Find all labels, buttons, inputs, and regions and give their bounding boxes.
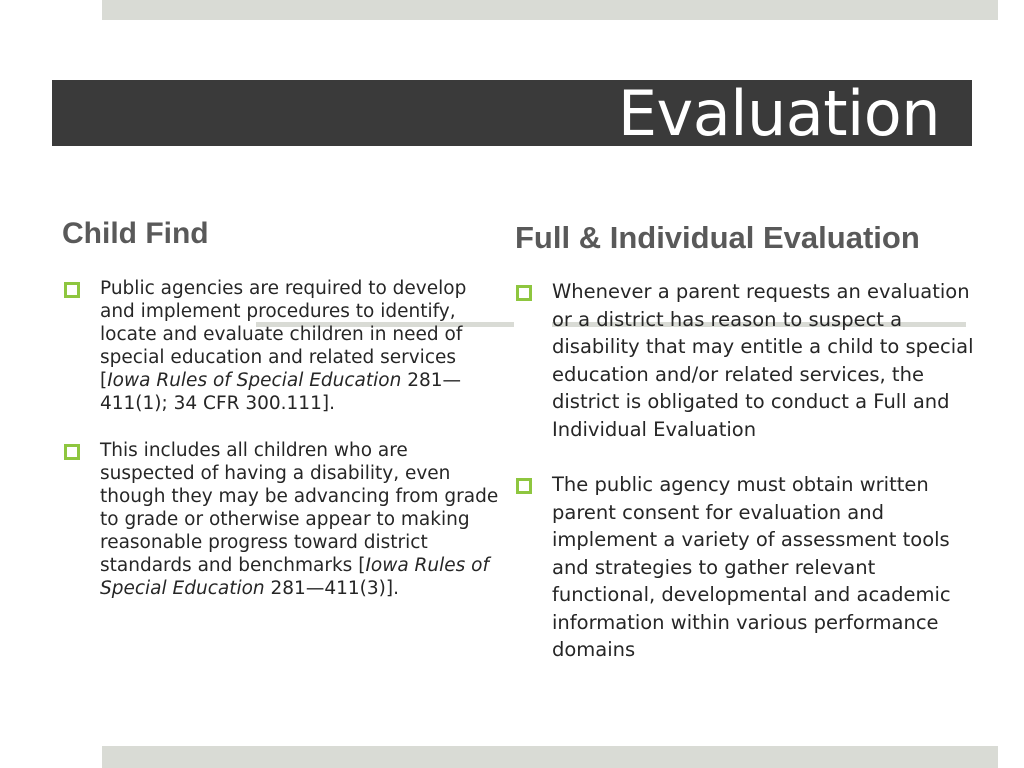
bottom-decor-band [102, 746, 998, 768]
bullet-text: Public agencies are required to develop and implement procedures to identify, locate and evaluate children in need of special education and related services [Iowa Rules of Special Education 281—411(1); 34 CFR 300.111]. [100, 278, 467, 414]
list-item [514, 471, 984, 664]
full-individual-evaluation-heading: Full & Individual Evaluation [515, 220, 920, 255]
bullet-text: This includes all children who are suspected of having a disability, even though they may be advancing from grade to grade or otherwise appear to making reasonable progress toward district standards and benchmarks [Iowa Rules of Special Education 281—411(3)]. [100, 440, 499, 599]
citation-italic: Iowa Rules of Special Education [100, 555, 490, 599]
top-decor-band [102, 0, 998, 20]
child-find-heading: Child Find [62, 217, 209, 250]
square-bullet-icon [516, 478, 532, 494]
bullet-text: Whenever a parent requests an evaluation or a district has reason to suspect a disability that may entitle a child to special education and/or related services, the district is obligated to conduct a Full and Individual Evaluation [552, 280, 974, 441]
child-find-bullet-list [62, 277, 500, 600]
bullet-text: The public agency must obtain written parent consent for evaluation and implement a variety of assessment tools and strategies to gather relevant functional, developmental and academic information within various performance domains [552, 473, 951, 661]
list-item [62, 439, 500, 600]
slide-title: Evaluation [617, 77, 940, 150]
evaluation-bullet-list [514, 278, 984, 664]
square-bullet-icon [64, 444, 80, 460]
square-bullet-icon [64, 282, 80, 298]
list-item [62, 277, 500, 415]
citation-italic: Iowa Rules of Special Education [107, 370, 402, 391]
list-item [514, 278, 984, 443]
square-bullet-icon [516, 285, 532, 301]
title-bar [52, 77, 972, 150]
